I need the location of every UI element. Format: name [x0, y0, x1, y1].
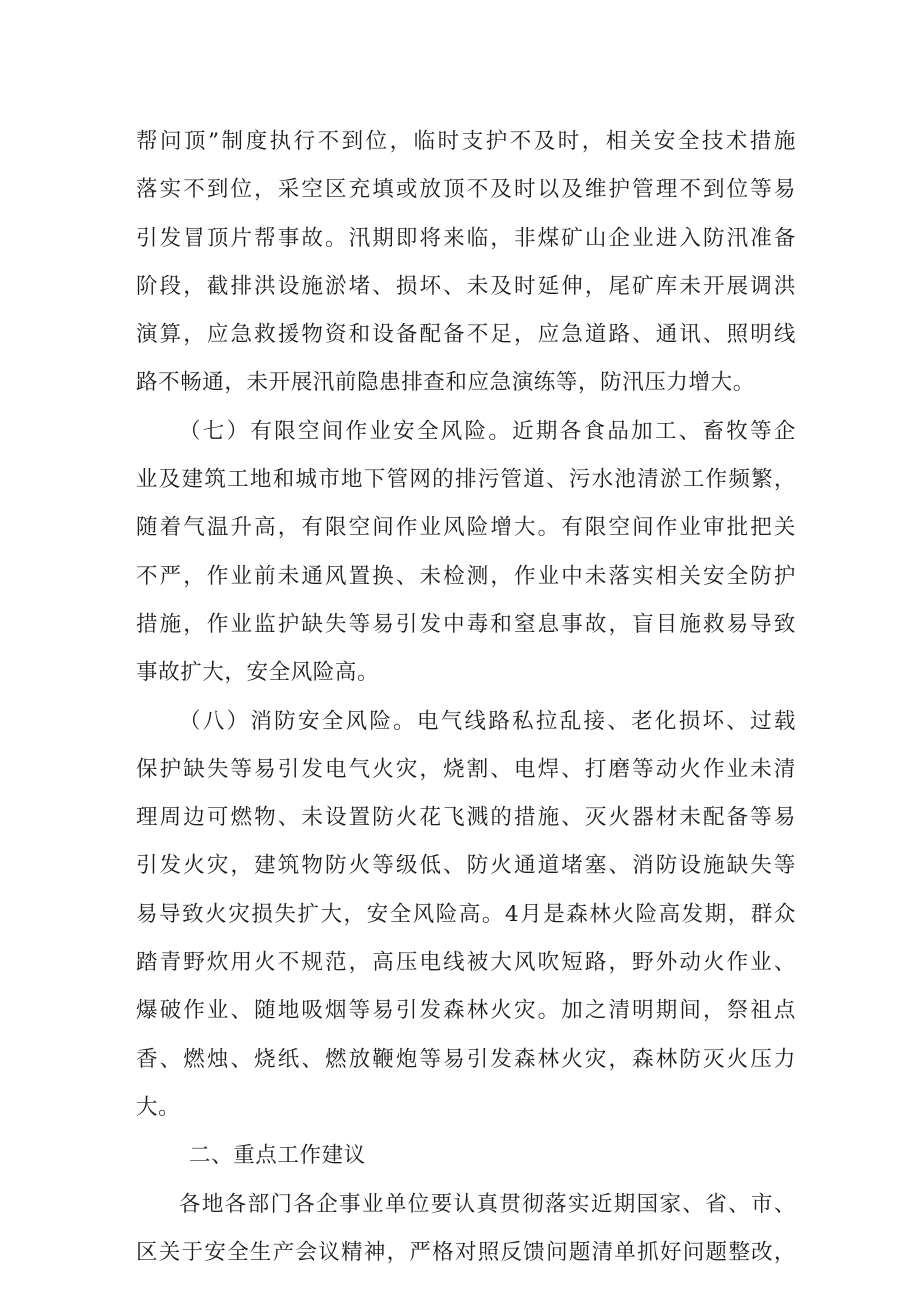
text-line: 香、燃烛、烧纸、燃放鞭炮等易引发森林火灾，森林防灭火压力	[136, 1046, 796, 1072]
text-line: 事故扩大，安全风险高。	[136, 660, 380, 686]
text-line: （八）消防安全风险。电气线路私拉乱接、老化损坏、过载	[179, 708, 796, 734]
text-line: 随着气温升高，有限空间作业风险增大。有限空间作业审批把关	[136, 515, 796, 541]
text-line: 保护缺失等易引发电气火灾，烧割、电焊、打磨等动火作业未清	[136, 756, 796, 782]
text-line: 各地各部门各企事业单位要认真贯彻落实近期国家、省、市、	[179, 1191, 796, 1217]
text-line: 大。	[136, 1094, 181, 1120]
section-heading: 二、重点工作建议	[189, 1143, 366, 1169]
text-line: 落实不到位，采空区充填或放顶不及时以及维护管理不到位等易	[136, 177, 796, 203]
paragraph-fire-safety-risk	[136, 698, 796, 1133]
text-line: 踏青野炊用火不规范，高压电线被大风吹短路，野外动火作业、	[136, 950, 796, 976]
text-line: 区关于安全生产会议精神，严格对照反馈问题清单抓好问题整改，	[136, 1239, 796, 1265]
text-line: 引发冒顶片帮事故。汛期即将来临，非煤矿山企业进入防汛准备	[136, 225, 796, 251]
text-line: 引发火灾，建筑物防火等级低、防火通道堵塞、消防设施缺失等	[136, 853, 796, 879]
text-line: 易导致火灾损失扩大，安全风险高。4月是森林火险高发期，群众	[136, 901, 796, 927]
paragraph-work-suggestions	[136, 1181, 796, 1278]
text-line: 路不畅通，未开展汛前隐患排查和应急演练等，防汛压力增大。	[136, 370, 755, 396]
paragraph-confined-space-risk	[136, 408, 796, 698]
text-line: 阶段，截排洪设施淤堵、损坏、未及时延伸，尾矿库未开展调洪	[136, 273, 796, 299]
text-line: （七）有限空间作业安全风险。近期各食品加工、畜牧等企	[179, 418, 796, 444]
text-line: 不严，作业前未通风置换、未检测，作业中未落实相关安全防护	[136, 563, 796, 589]
text-line: 演算，应急救援物资和设备配备不足，应急道路、通讯、照明线	[136, 322, 796, 348]
document-body	[136, 118, 796, 1277]
text-line: 爆破作业、随地吸烟等易引发森林火灾。加之清明期间，祭祖点	[136, 998, 796, 1024]
text-line: 帮问顶”制度执行不到位，临时支护不及时，相关安全技术措施	[136, 129, 796, 154]
text-line: 理周边可燃物、未设置防火花飞溅的措施、灭火器材未配备等易	[136, 805, 796, 831]
text-line: 措施，作业监护缺失等易引发中毒和窒息事故，盲目施救易导致	[136, 611, 796, 637]
text-line: 业及建筑工地和城市地下管网的排污管道、污水池清淤工作频繁，	[136, 467, 796, 493]
paragraph-mining-risk	[136, 118, 796, 408]
